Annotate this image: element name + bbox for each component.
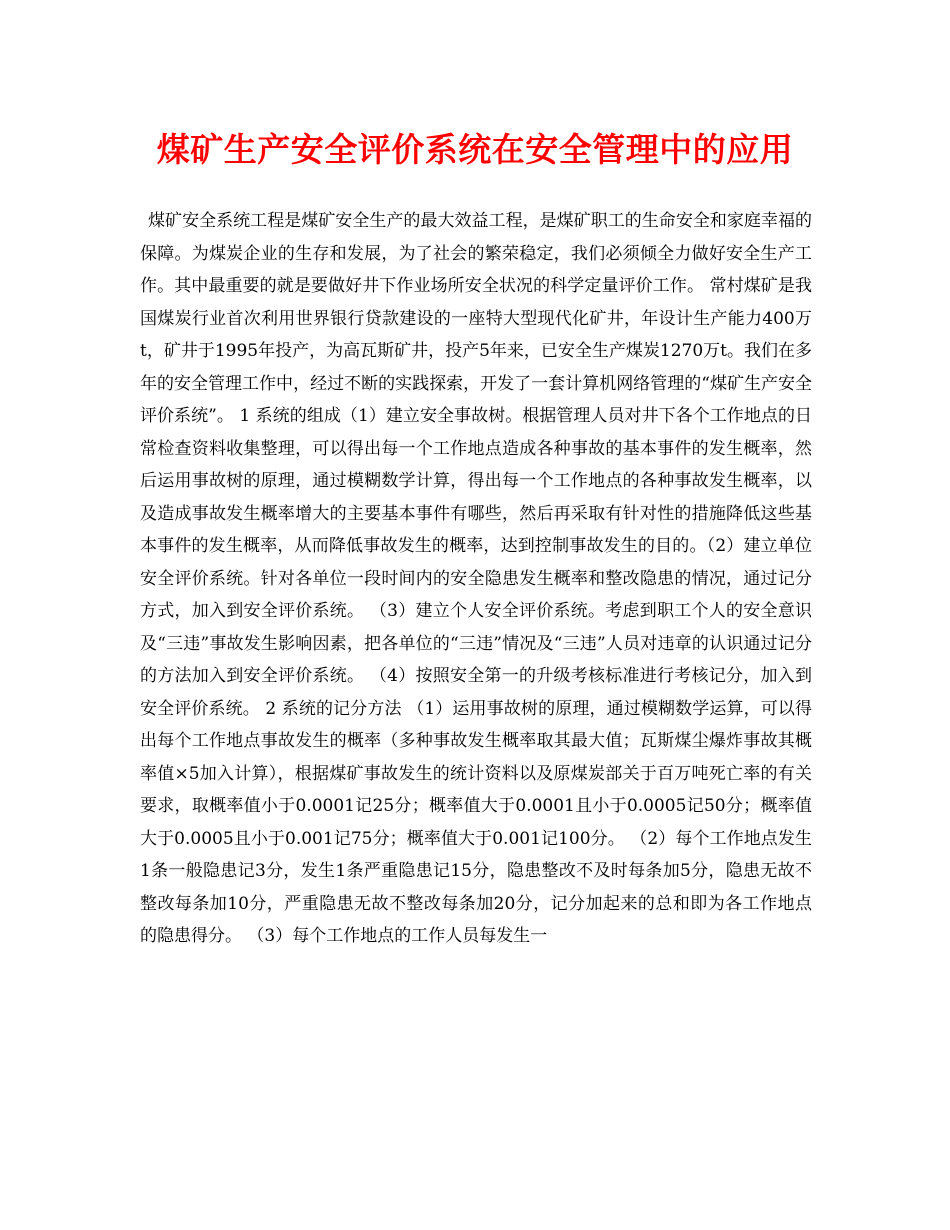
document-title: 煤矿生产安全评价系统在安全管理中的应用 [156,130,794,169]
document-body [140,205,812,953]
body-text: 煤矿安全系统工程是煤矿安全生产的最大效益工程，是煤矿职工的生命安全和家庭幸福的保障。为煤炭企业的生存和发展，为了社会的繁荣稳定，我们必须倾全力做好安全生产工作。其中最重要的就是要做好井下作业场所安全状况的科学定量评价工作。 常村煤矿是我国煤炭行业首次利用世界银行贷款建设的一座特大型现代化矿井，年设计生产能力400万t，矿井于1995年投产，为高瓦斯矿井，投产5年来，已安全生产煤炭1270万t。我们在多年的安全管理工作中，经过不断的实践探索，开发了一套计算机网络管理的“煤矿生产安全评价系统”。 1 系统的组成（1）建立安全事故树。根据管理人员对井下各个工作地点的日常检查资料收集整理，可以得出每一个工作地点造成各种事故的基本事件的发生概率，然后运用事故树的原理，通过模糊数学计算，得出每一个工作地点的各种事故发生概率，以及造成事故发生概率增大的主要基本事件有哪些，然后再采取有针对性的措施降低这些基本事件的发生概率，从而降低事故发生的概率，达到控制事故发生的目的。（2）建立单位安全评价系统。针对各单位一段时间内的安全隐患发生概率和整改隐患的情况，通过记分方式，加入到安全评价系统。 （3）建立个人安全评价系统。考虑到职工个人的安全意识及“三违”事故发生影响因素，把各单位的“三违”情况及“三违”人员对违章的认识通过记分的方法加入到安全评价系统。 （4）按照安全第一的升级考核标准进行考核记分，加入到安全评价系统。 2 系统的记分方法 （1）运用事故树的原理，通过模糊数学运算，可以得出每个工作地点事故发生的概率（多种事故发生概率取其最大值；瓦斯煤尘爆炸事故其概率值×5加入计算），根据煤矿事故发生的统计资料以及原煤炭部关于百万吨死亡率的有关要求，取概率值小于0.0001记25分；概率值大于0.0001且小于0.0005记50分；概率值大于0.0005且小于0.001记75分；概率值大于0.001记100分。 （2）每个工作地点发生1条一般隐患记3分，发生1条严重隐患记15分，隐患整改不及时每条加5分，隐患无故不整改每条加10分，严重隐患无故不整改每条加20分，记分加起来的总和即为各工作地点的隐患得分。 （3）每个工作地点的工作人员每发生一 [140,211,813,946]
